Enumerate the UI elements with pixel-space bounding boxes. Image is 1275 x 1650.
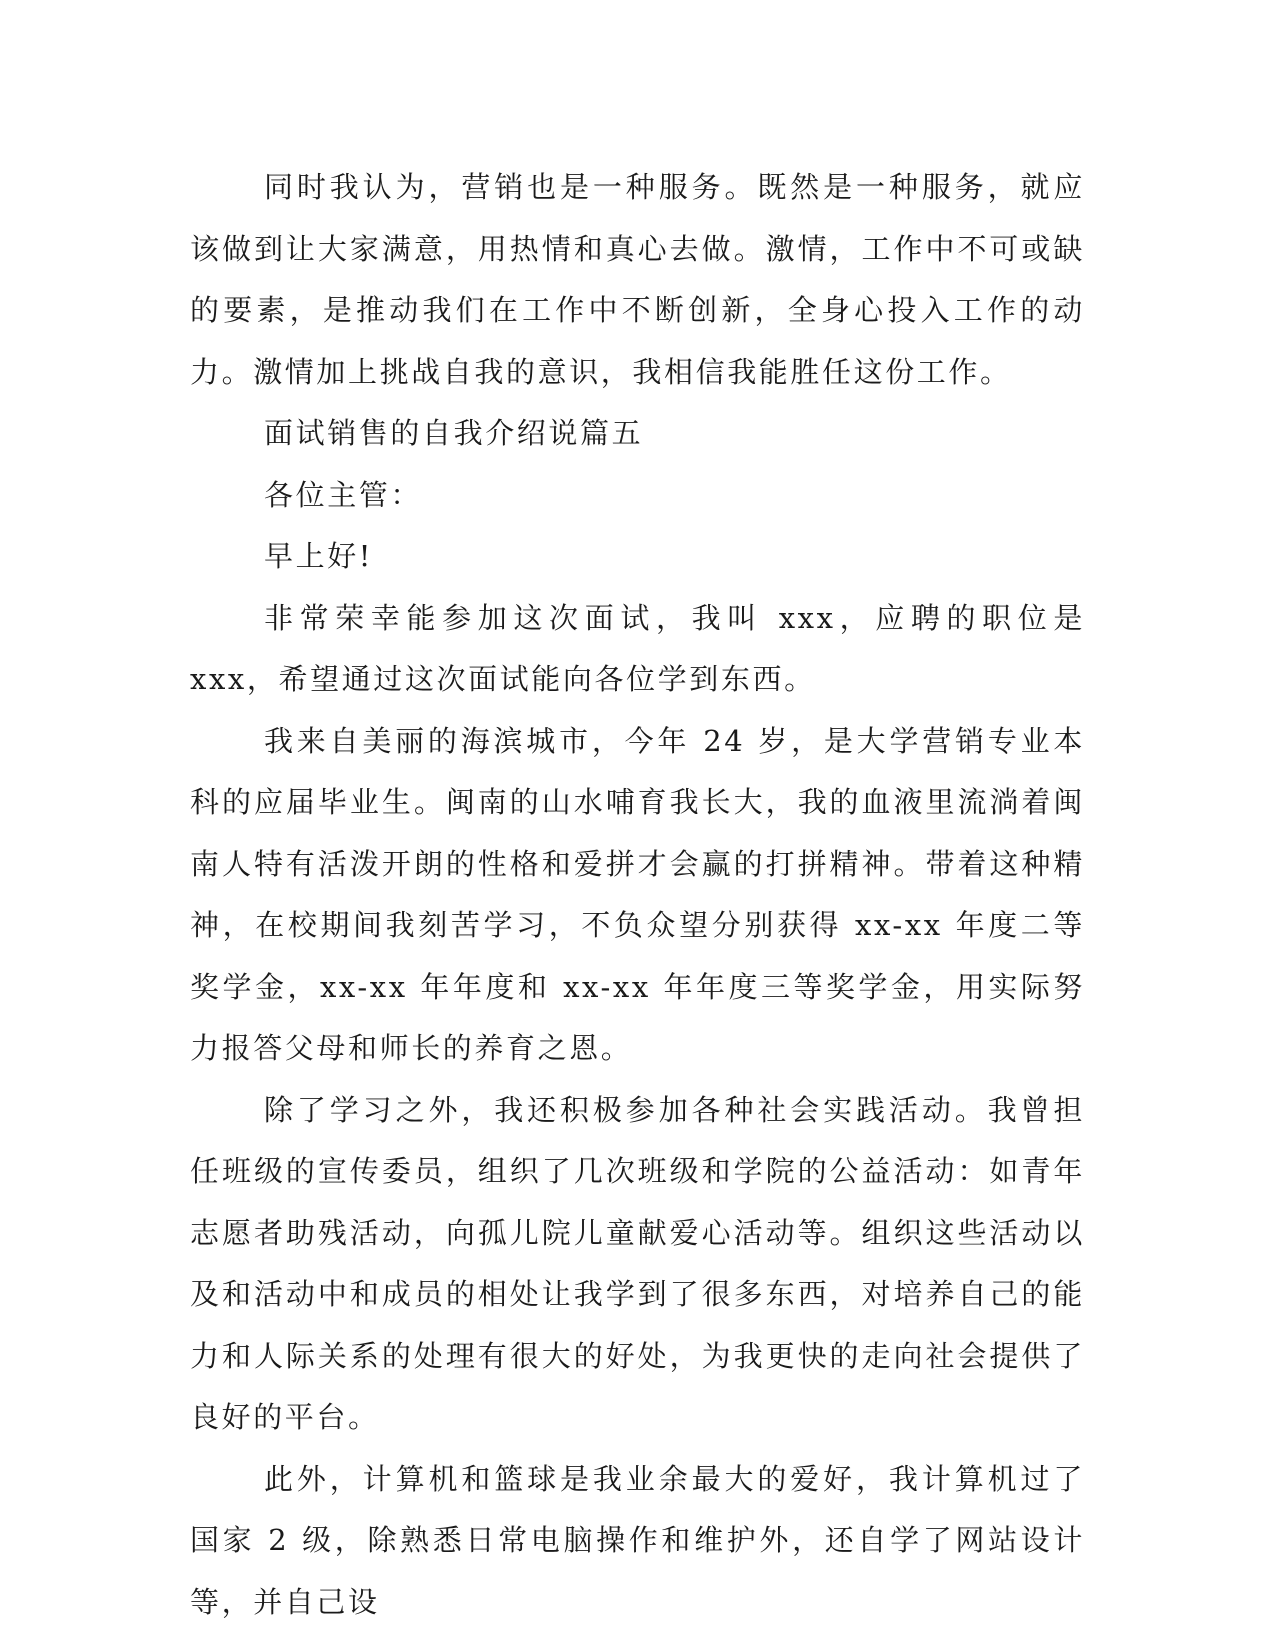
section-heading: 面试销售的自我介绍说篇五 <box>264 416 644 450</box>
paragraph-activities: 除了学习之外，我还积极参加各种社会实践活动。我曾担任班级的宣传委员，组织了几次班级和学院的公益活动：如青年志愿者助残活动，向孤儿院儿童献爱心活动等。组织这些活动以及和活动中和成员的相处让我学到了很多东西，对培养自己的能力和人际关系的处理有很大的好处，为我更快的走向社会提供了良好的平台。 <box>190 1092 1085 1434</box>
paragraph-introduction: 非常荣幸能参加这次面试，我叫 xxx，应聘的职位是 xxx，希望通过这次面试能向各位学到东西。 <box>190 600 1085 696</box>
greeting: 早上好! <box>264 539 374 573</box>
paragraph-background: 我来自美丽的海滨城市，今年 24 岁，是大学营销专业本科的应届毕业生。闽南的山水哺育我长大，我的血液里流淌着闽南人特有活泼开朗的性格和爱拼才会赢的打拼精神。带着这种精神，在校期间我刻苦学习，不负众望分别获得 xx-xx 年度二等奖学金，xx-xx 年年度和 xx-xx 年年度三等奖学金，用实际努力报答父母和师长的养育之恩。 <box>190 723 1085 1065</box>
document-body <box>190 157 1085 1633</box>
salutation: 各位主管： <box>264 477 423 512</box>
paragraph-hobbies: 此外，计算机和篮球是我业余最大的爱好，我计算机过了国家 2 级，除熟悉日常电脑操作和维护外，还自学了网站设计等，并自己设 <box>190 1461 1085 1619</box>
paragraph-marketing-service: 同时我认为，营销也是一种服务。既然是一种服务，就应该做到让大家满意，用热情和真心去做。激情，工作中不可或缺的要素，是推动我们在工作中不断创新，全身心投入工作的动力。激情加上挑战自我的意识，我相信我能胜任这份工作。 <box>190 170 1085 389</box>
